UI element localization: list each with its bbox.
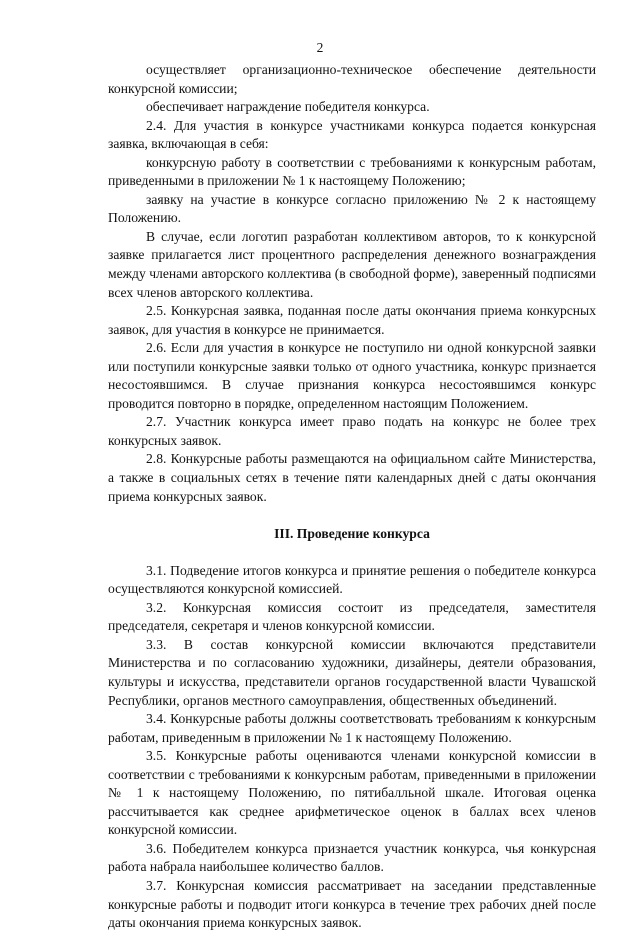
paragraph-2-4-item-application: заявку на участие в конкурсе согласно приложению № 2 к настоящему Положению. bbox=[108, 191, 596, 226]
paragraph-3-5: 3.5. Конкурсные работы оцениваются членами конкурсной комиссии в соответствии с требованиями к конкурсным работам, приведенными в приложении № 1 к настоящему Положению, по пятибалльной шкале. Итоговая оценка рассчитывается как среднее арифметическое оценок в баллах всех членов конкурсной комиссии. bbox=[108, 748, 596, 838]
paragraph-continuation: осуществляет организационно-техническое обеспечение деятельности конкурсной комиссии; bbox=[108, 62, 596, 96]
spacer bbox=[108, 506, 596, 525]
paragraph-2-5: 2.5. Конкурсная заявка, поданная после даты окончания приема конкурсных заявок, для участия в конкурсе не принимается. bbox=[108, 303, 596, 337]
document-body bbox=[108, 61, 596, 933]
paragraph-2-4-item-work: конкурсную работу в соответствии с требованиями к конкурсным работам, приведенными в приложении № 1 к настоящему Положению; bbox=[108, 154, 596, 189]
paragraph-3-3: 3.3. В состав конкурсной комиссии включаются представители Министерства и по согласованию художники, дизайнеры, деятели образования, культуры и искусства, представители органов государственной власти Чувашской Республики, органов местного самоуправления, общественных объединений. bbox=[108, 636, 596, 708]
paragraph-3-6: 3.6. Победителем конкурса признается участник конкурса, чья конкурсная работа набрала наибольшее количество баллов. bbox=[108, 840, 596, 875]
paragraph-collective-authors: В случае, если логотип разработан коллективом авторов, то к конкурсной заявке прилагается лист процентного распределения денежного вознаграждения между членами авторского коллектива (в свободной форме), заверенный подписями всех членов авторского коллектива. bbox=[108, 228, 596, 300]
page-number: 2 bbox=[316, 40, 324, 55]
paragraph-2-7: 2.7. Участник конкурса имеет право подать на конкурс не более трех конкурсных заявок. bbox=[108, 414, 596, 448]
spacer bbox=[108, 543, 596, 562]
paragraph-3-4: 3.4. Конкурсные работы должны соответствовать требованиям к конкурсным работам, приведенным в приложении № 1 к настоящему Положению. bbox=[108, 711, 596, 745]
paragraph-3-1: 3.1. Подведение итогов конкурса и принятие решения о победителе конкурса осуществляются конкурсной комиссией. bbox=[108, 562, 596, 597]
paragraph-award: обеспечивает награждение победителя конкурса. bbox=[146, 99, 430, 115]
paragraph-3-2: 3.2. Конкурсная комиссия состоит из председателя, заместителя председателя, секретаря и членов конкурсной комиссии. bbox=[108, 599, 596, 634]
paragraph-2-6: 2.6. Если для участия в конкурсе не поступило ни одной конкурсной заявки или поступили конкурсные заявки только от одного участника, конкурс признается несостоявшимся. В случае признания конкурса несостоявшимся конкурс проводится повторно в порядке, определенном настоящим Положением. bbox=[108, 340, 596, 411]
paragraph-2-8: 2.8. Конкурсные работы размещаются на официальном сайте Министерства, а также в социальных сетях в течение пяти календарных дней с даты окончания приема конкурсных заявок. bbox=[108, 451, 596, 504]
section-heading: III. Проведение конкурса bbox=[274, 525, 430, 541]
paragraph-2-4: 2.4. Для участия в конкурсе участниками конкурса подается конкурсная заявка, включающая в себя: bbox=[108, 117, 596, 152]
paragraph-3-7: 3.7. Конкурсная комиссия рассматривает на заседании представленные конкурсные работы и подводит итоги конкурса в течение трех рабочих дней после даты окончания приема конкурсных заявок. bbox=[108, 877, 596, 931]
